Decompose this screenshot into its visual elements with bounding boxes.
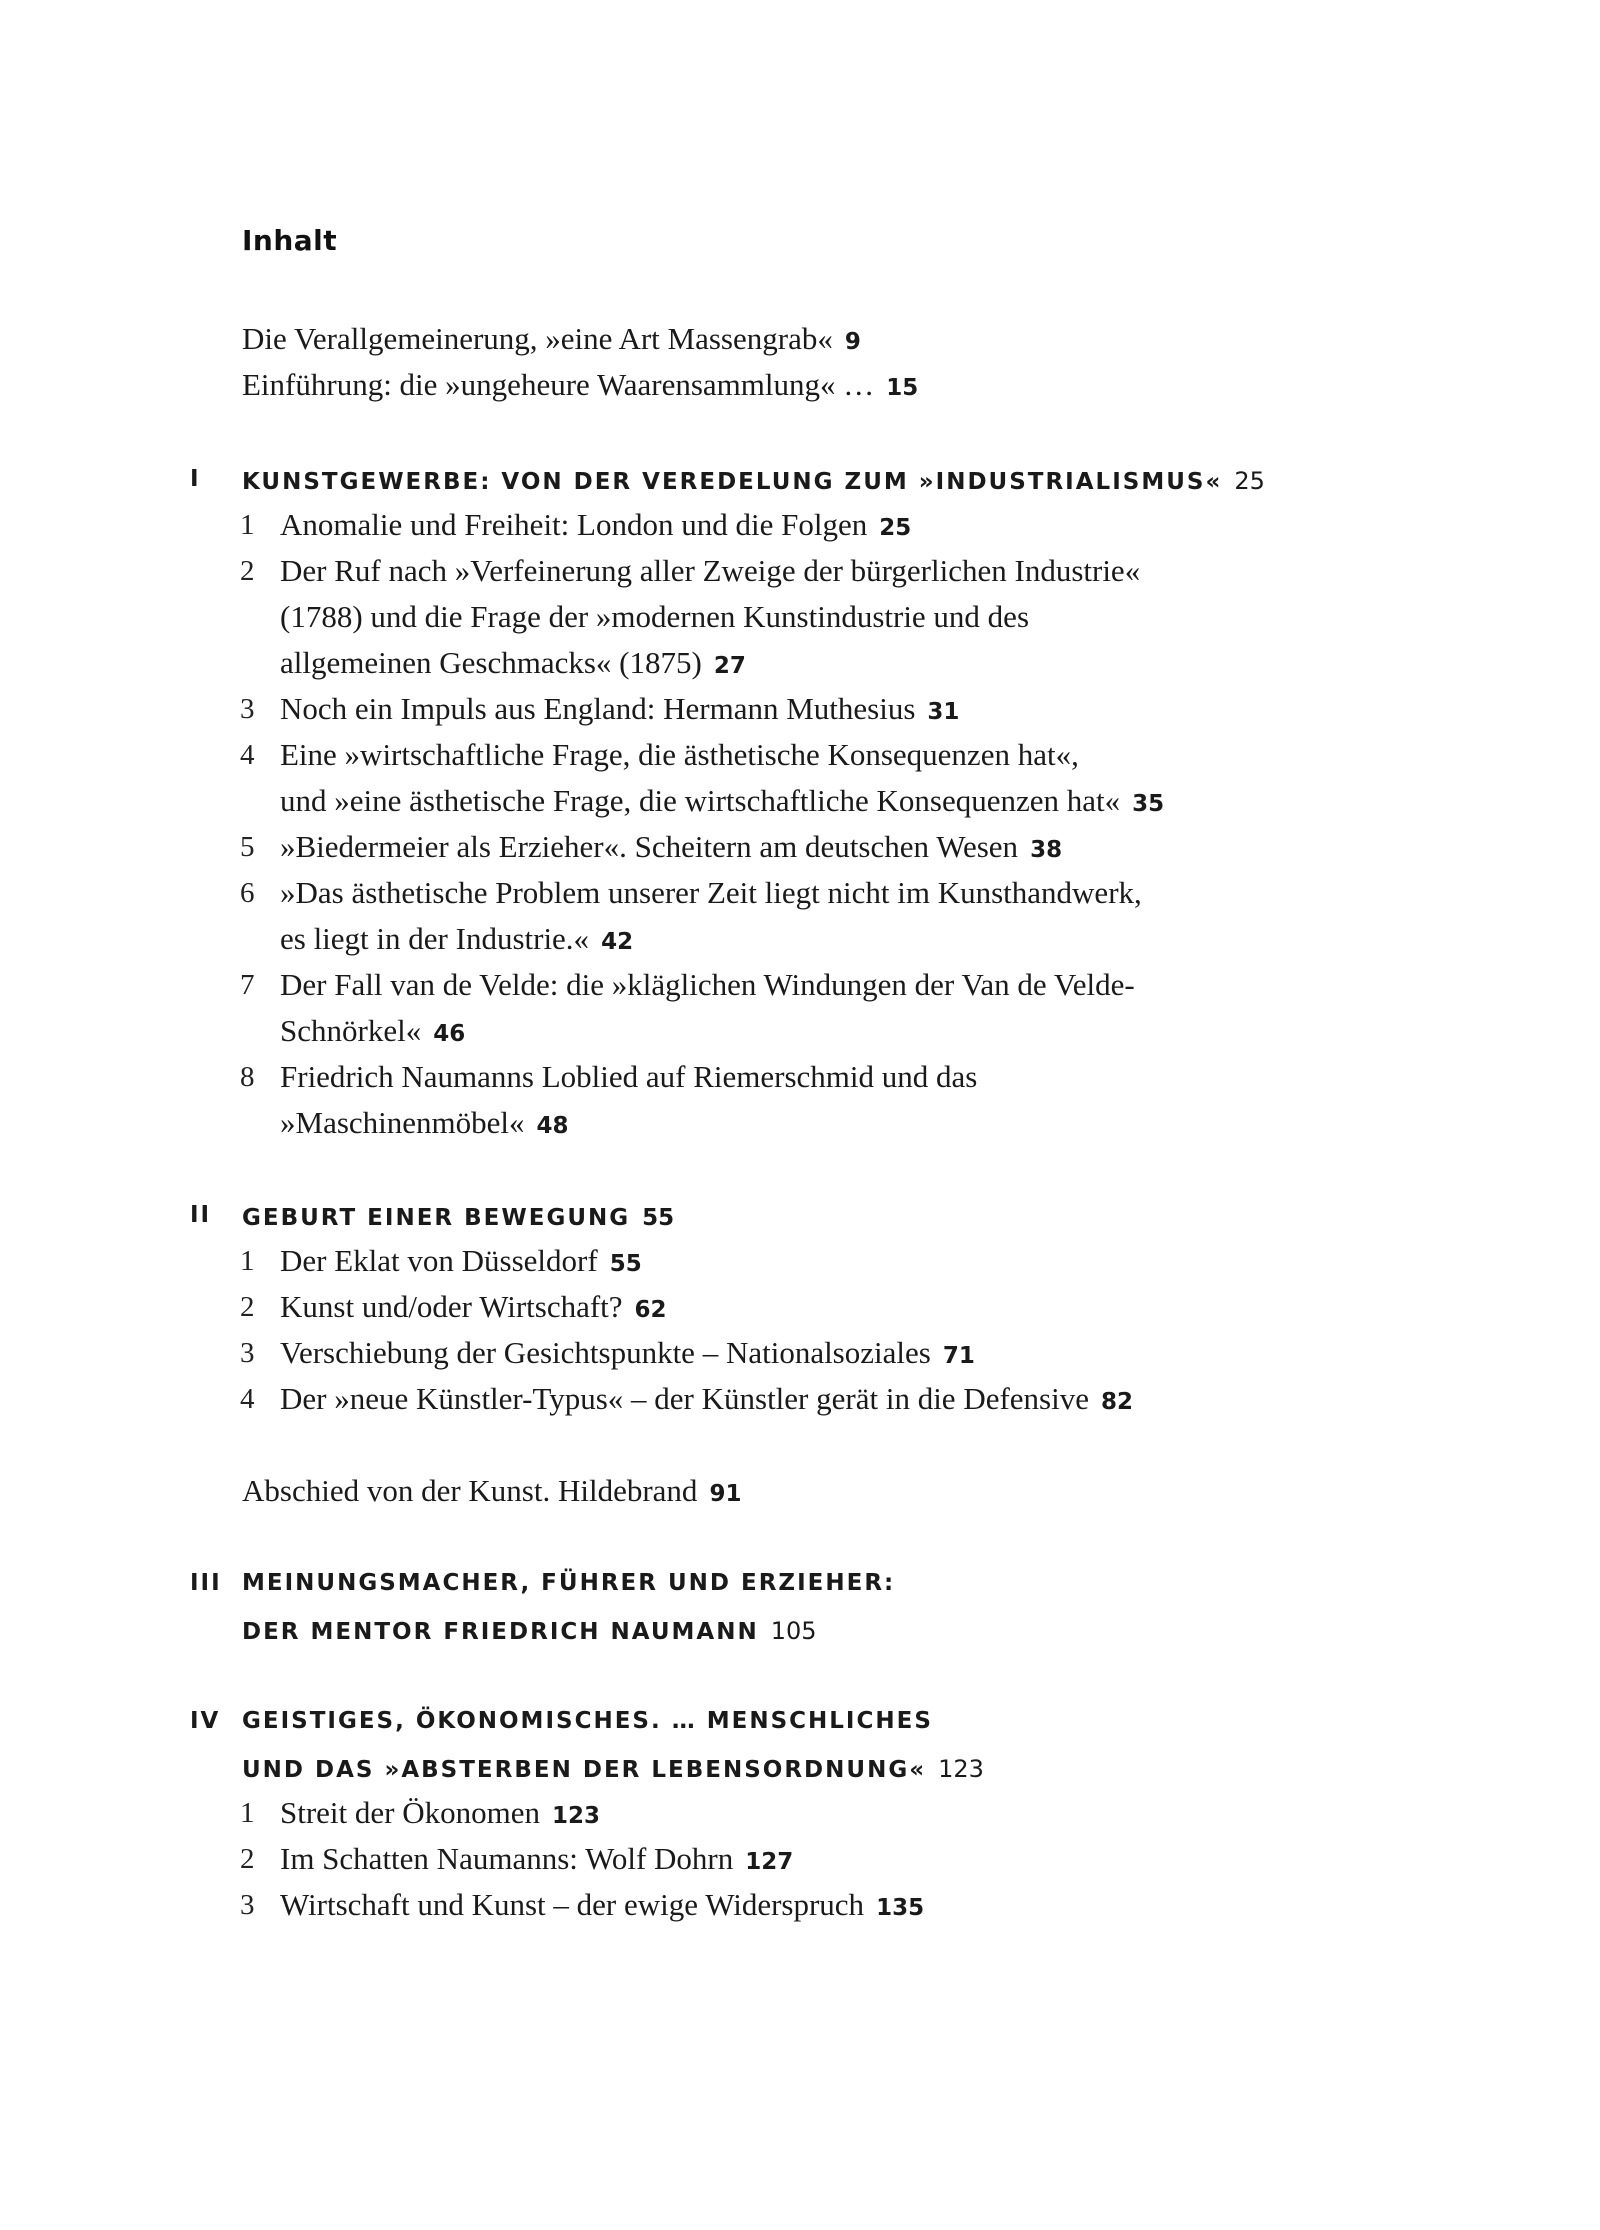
page-number: 91	[709, 1481, 742, 1507]
section-number: 2	[240, 1291, 255, 1323]
section-title: Der »neue Künstler-Typus« – der Künstler gerät in die Defensive	[280, 1381, 1089, 1416]
section-number: 7	[240, 969, 255, 1001]
page-number: 9	[844, 329, 861, 355]
chapter-numeral: III	[190, 1570, 222, 1596]
chapter-title: DER MENTOR FRIEDRICH NAUMANN	[242, 1619, 759, 1645]
chapter-numeral: IV	[190, 1708, 221, 1734]
section-title: Der Fall van de Velde: die »kläglichen Windungen der Van de Velde-	[280, 967, 1135, 1002]
section-number: 4	[240, 1383, 255, 1415]
section-title: Kunst und/oder Wirtschaft?	[280, 1289, 623, 1324]
page-number: 46	[433, 1021, 466, 1047]
page-number: 135	[876, 1895, 925, 1921]
section-title: Im Schatten Naumanns: Wolf Dohrn	[280, 1841, 734, 1876]
page-number: 123	[938, 1755, 984, 1783]
page-number: 25	[879, 515, 912, 541]
section-number: 1	[240, 509, 255, 541]
section-number: 8	[240, 1061, 255, 1093]
section-title: Verschiebung der Gesichtspunkte – Nationalsoziales	[280, 1335, 931, 1370]
section-title: Friedrich Naumanns Loblied auf Riemerschmid und das	[280, 1059, 978, 1094]
page-number: 48	[536, 1113, 569, 1139]
page-number: 55	[609, 1251, 642, 1277]
page-number: 31	[927, 699, 960, 725]
page-number: 15	[886, 375, 919, 401]
section-number: 3	[240, 1337, 255, 1369]
page-number: 35	[1132, 791, 1165, 817]
page-number: 82	[1100, 1389, 1133, 1415]
chapter-title: GEISTIGES, ÖKONOMISCHES. … MENSCHLICHES	[242, 1708, 933, 1734]
chapter-numeral: I	[190, 466, 201, 492]
page-number: 105	[770, 1617, 817, 1645]
page-number: 123	[552, 1803, 601, 1829]
page-number: 55	[642, 1205, 675, 1231]
section-title: es liegt in der Industrie.«	[280, 921, 590, 956]
section-title: Der Ruf nach »Verfeinerung aller Zweige der bürgerlichen Industrie«	[280, 553, 1141, 588]
entry-title: Die Verallgemeinerung, »eine Art Massengrab«	[242, 321, 833, 356]
section-title: »Biedermeier als Erzieher«. Scheitern am deutschen Wesen	[280, 829, 1019, 864]
entry-title: Einführung: die »ungeheure Waarensammlung« …	[242, 367, 875, 402]
section-title: Eine »wirtschaftliche Frage, die ästhetische Konsequenzen hat«,	[280, 737, 1079, 772]
section-number: 1	[240, 1797, 255, 1829]
section-number: 3	[240, 693, 255, 725]
section-number: 5	[240, 831, 255, 863]
section-title: Anomalie und Freiheit: London und die Folgen	[280, 507, 868, 542]
section-number: 4	[240, 739, 255, 771]
section-title: Der Eklat von Düsseldorf	[280, 1243, 598, 1278]
section-number: 1	[240, 1245, 255, 1277]
page-number: 38	[1030, 837, 1063, 863]
page-number: 127	[745, 1849, 794, 1875]
chapter-title: GEBURT EINER BEWEGUNG	[242, 1205, 631, 1231]
section-number: 6	[240, 877, 255, 909]
section-title: »Das ästhetische Problem unserer Zeit liegt nicht im Kunsthandwerk,	[280, 875, 1142, 910]
section-title: »Maschinenmöbel«	[280, 1105, 525, 1140]
section-title: allgemeinen Geschmacks« (1875)	[280, 645, 702, 680]
page-number: 42	[601, 929, 634, 955]
chapter-title: UND DAS »ABSTERBEN DER LEBENSORDNUNG«	[242, 1757, 927, 1783]
chapter-numeral: II	[190, 1202, 212, 1228]
section-title: Streit der Ökonomen	[280, 1795, 541, 1830]
section-title: (1788) und die Frage der »modernen Kunstindustrie und des	[280, 599, 1030, 634]
page-number: 62	[634, 1297, 667, 1323]
page-number: 71	[942, 1343, 975, 1369]
section-title: und »eine ästhetische Frage, die wirtschaftliche Konsequenzen hat«	[280, 783, 1121, 818]
section-number: 3	[240, 1889, 255, 1921]
section-title: Noch ein Impuls aus England: Hermann Muthesius	[280, 691, 916, 726]
section-number: 2	[240, 555, 255, 587]
page-number: 25	[1234, 467, 1265, 495]
page-title: Inhalt	[242, 224, 338, 257]
chapter-title: MEINUNGSMACHER, FÜHRER UND ERZIEHER:	[242, 1570, 896, 1596]
chapter-title: KUNSTGEWERBE: VON DER VEREDELUNG ZUM »INDUSTRIALISMUS«	[242, 469, 1223, 495]
section-number: 2	[240, 1843, 255, 1875]
section-title: Wirtschaft und Kunst – der ewige Widerspruch	[280, 1887, 865, 1922]
entry-title: Abschied von der Kunst. Hildebrand	[242, 1473, 698, 1508]
section-title: Schnörkel«	[280, 1013, 422, 1048]
page-number: 27	[713, 653, 746, 679]
